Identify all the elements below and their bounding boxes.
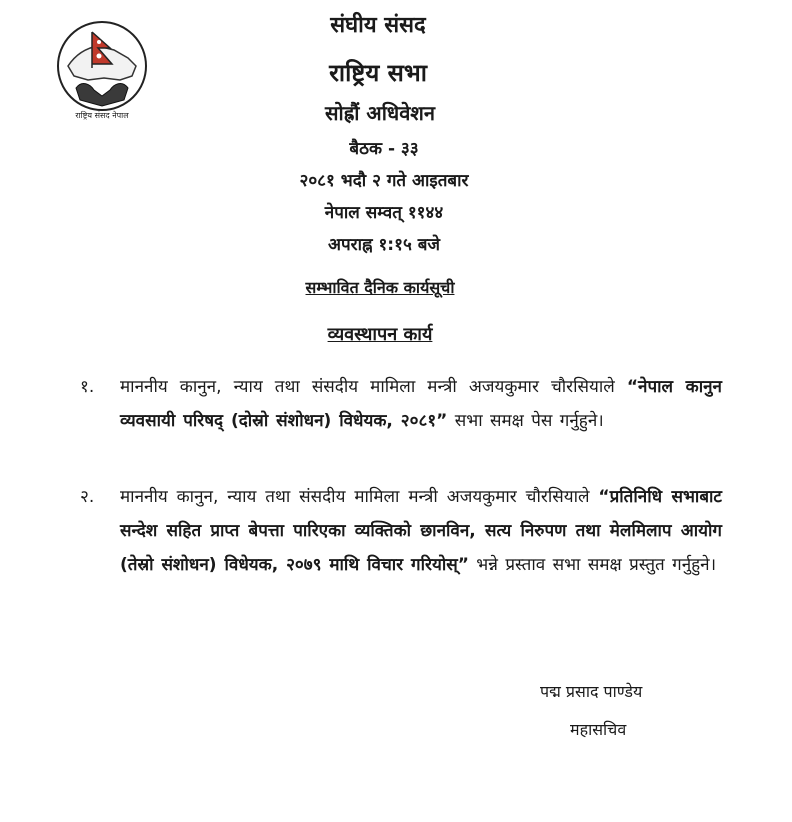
item-number: २. bbox=[80, 487, 95, 507]
parliament-name: संघीय संसद bbox=[330, 13, 426, 38]
session-name: सोह्रौं अधिवेशन bbox=[324, 101, 436, 125]
meeting-number: बैठक - ३३ bbox=[349, 139, 419, 159]
logo-caption: राष्ट्रिय संसद नेपाल bbox=[75, 111, 129, 120]
meeting-date: २०८१ भदौ २ गते आइतबार bbox=[299, 171, 469, 191]
item-text bbox=[120, 480, 722, 582]
nepal-samvat: नेपाल सम्वत् ११४४ bbox=[324, 203, 444, 223]
item-bill-title: “प्रतिनिधि सभाबाट सन्देश सहित प्राप्त बेपत्ता पारिएका व्यक्तिको छानविन, सत्य निरुपण तथा मेलमिलाप आयोग (तेस्रो संशोधन) विधेयक, २०७९ माथि विचार गरियोस्” bbox=[120, 487, 723, 575]
item-outro: सभा समक्ष पेस गर्नुहुने। bbox=[447, 411, 604, 431]
meeting-time: अपराह्न १:१५ बजे bbox=[327, 235, 441, 255]
signatory-name: पद्म प्रसाद पाण्डेय bbox=[540, 682, 643, 701]
item-bill-title: “नेपाल कानुन व्यवसायी परिषद् (दोस्रो संशोधन) विधेयक, २०८१” bbox=[120, 377, 722, 431]
agenda-item bbox=[80, 370, 720, 480]
house-name: राष्ट्रिय सभा bbox=[329, 59, 427, 87]
signatory-title: महासचिव bbox=[570, 720, 627, 739]
agenda-title: सम्भावित दैनिक कार्यसूची bbox=[305, 278, 455, 297]
agenda-item bbox=[80, 480, 723, 620]
item-outro: भन्ने प्रस्ताव सभा समक्ष प्रस्तुत गर्नुहुने। bbox=[468, 555, 717, 575]
item-intro: माननीय कानुन, न्याय तथा संसदीय मामिला मन्त्री अजयकुमार चौरसियाले bbox=[120, 377, 627, 397]
item-intro: माननीय कानुन, न्याय तथा संसदीय मामिला मन्त्री अजयकुमार चौरसियाले bbox=[120, 487, 599, 507]
section-title: व्यवस्थापन कार्य bbox=[327, 324, 433, 345]
item-text bbox=[120, 370, 722, 438]
item-number: १. bbox=[80, 377, 95, 397]
